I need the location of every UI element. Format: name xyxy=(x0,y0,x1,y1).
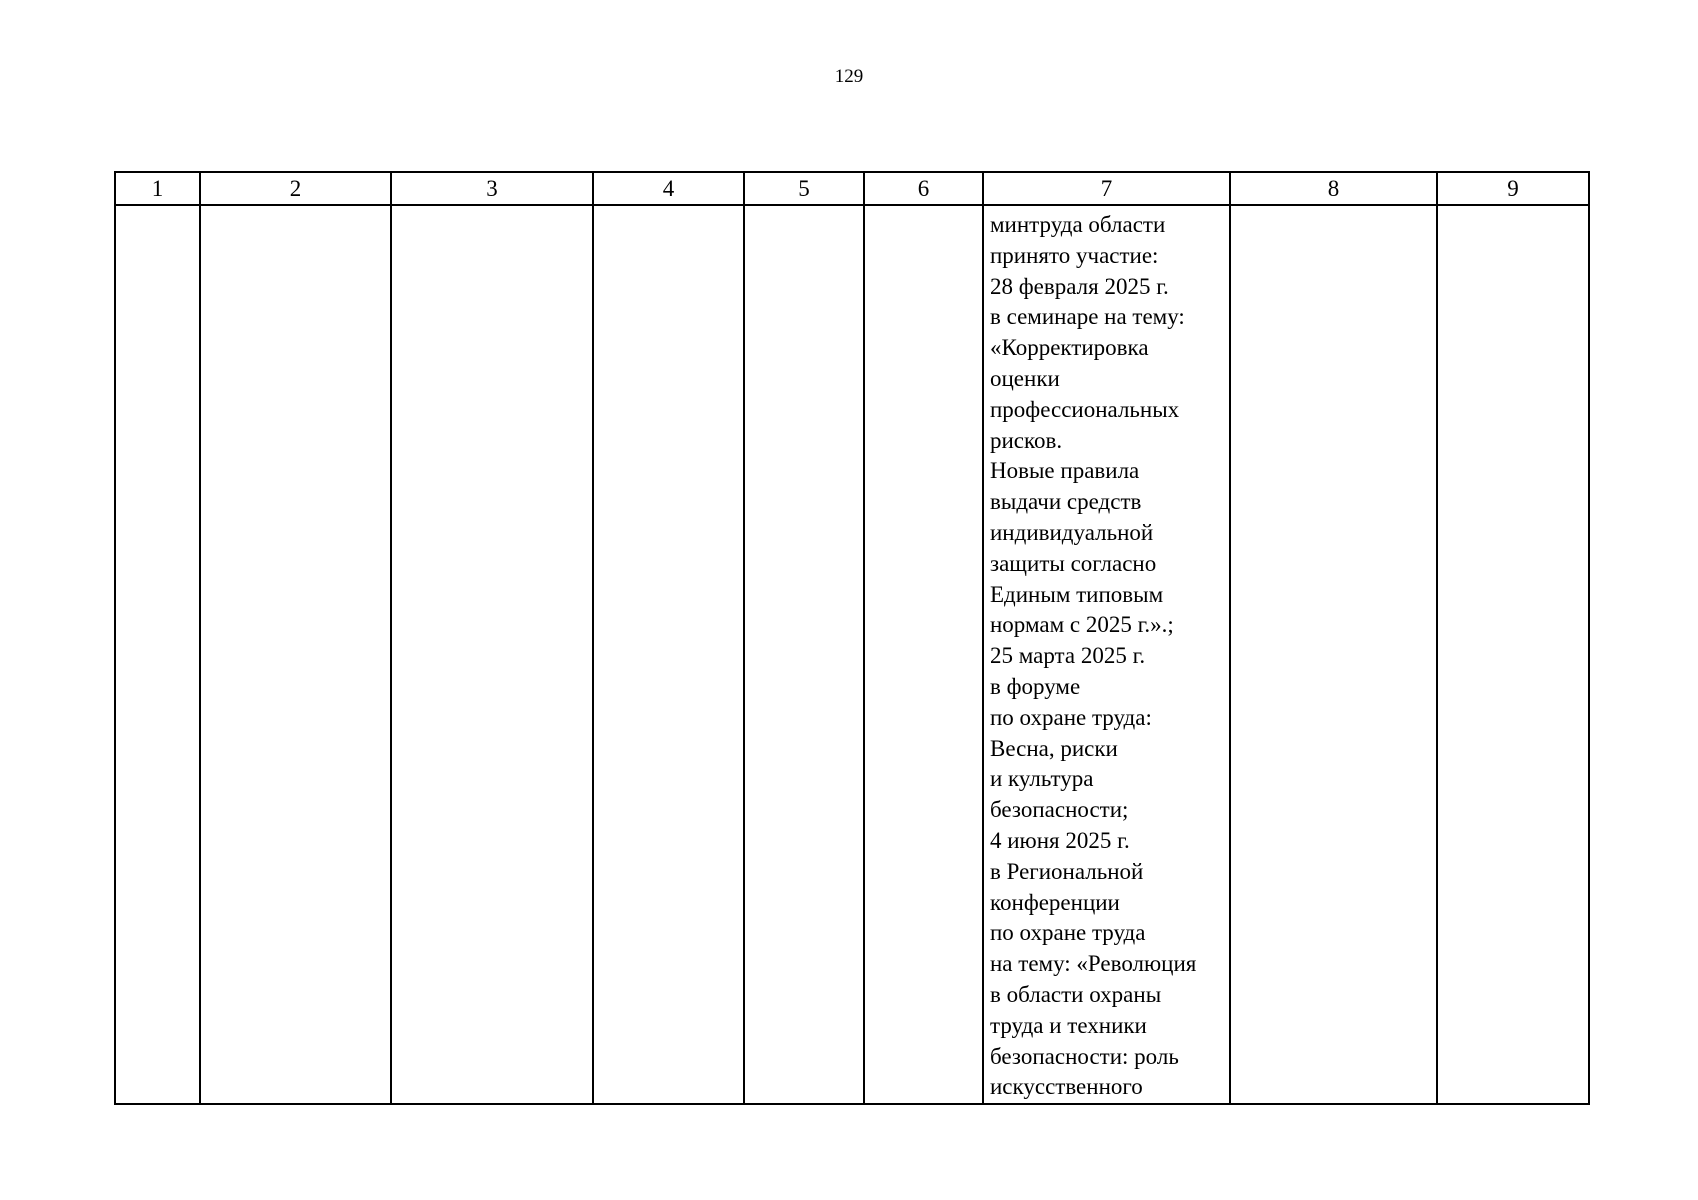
cell-text-line: «Корректировка xyxy=(990,335,1149,361)
column-header-2: 2 xyxy=(200,172,391,205)
cell-col-7 xyxy=(983,205,1230,1104)
cell-col-8 xyxy=(1230,205,1437,1104)
cell-text-line: профессиональных xyxy=(990,396,1180,422)
cell-text-line: по охране труда: xyxy=(990,704,1152,730)
cell-col-4 xyxy=(593,205,744,1104)
cell-text-line: Новые правила xyxy=(990,458,1140,484)
cell-text-line: на тему: «Революция xyxy=(990,951,1197,977)
cell-text-line: и культура xyxy=(990,766,1094,792)
cell-text-line: 4 июня 2025 г. xyxy=(990,827,1130,853)
cell-col-1 xyxy=(115,205,200,1104)
cell-text-line: в области охраны xyxy=(990,981,1162,1007)
cell-col-5 xyxy=(744,205,864,1104)
column-header-1: 1 xyxy=(115,172,200,205)
cell-text-line: труда и техники xyxy=(990,1012,1147,1038)
cell-col-3 xyxy=(391,205,593,1104)
column-header-9: 9 xyxy=(1437,172,1589,205)
cell-text-line: нормам с 2025 г.».; xyxy=(990,612,1174,638)
cell-text-line: Весна, риски xyxy=(990,735,1118,761)
cell-col-2 xyxy=(200,205,391,1104)
cell-text-line: безопасности: роль xyxy=(990,1043,1179,1069)
cell-text-line: безопасности; xyxy=(990,797,1129,823)
cell-col-7-text xyxy=(984,206,1229,1103)
cell-text-line: индивидуальной xyxy=(990,519,1154,545)
cell-text-line: конференции xyxy=(990,889,1120,915)
column-header-8: 8 xyxy=(1230,172,1437,205)
cell-col-9 xyxy=(1437,205,1589,1104)
cell-text-line: выдачи средств xyxy=(990,489,1142,515)
header-row xyxy=(115,172,1589,205)
column-header-4: 4 xyxy=(593,172,744,205)
cell-text-line: оценки xyxy=(990,365,1060,391)
column-header-6: 6 xyxy=(864,172,983,205)
cell-text-line: в Региональной xyxy=(990,858,1144,884)
cell-col-6 xyxy=(864,205,983,1104)
page-number: 129 xyxy=(834,66,864,87)
column-header-5: 5 xyxy=(744,172,864,205)
table-row xyxy=(115,205,1589,1104)
cell-text-line: искусственного xyxy=(990,1074,1143,1100)
column-header-7: 7 xyxy=(983,172,1230,205)
cell-text-line: 25 марта 2025 г. xyxy=(990,643,1146,669)
cell-text-line: по охране труда xyxy=(990,920,1146,946)
column-header-3: 3 xyxy=(391,172,593,205)
cell-text-line: принято участие: xyxy=(990,242,1159,268)
cell-text-line: в форуме xyxy=(990,673,1081,699)
cell-text-line: Единым типовым xyxy=(990,581,1164,607)
data-table xyxy=(114,171,1590,1105)
cell-text-line: 28 февраля 2025 г. xyxy=(990,273,1169,299)
cell-text-line: минтруда области xyxy=(990,212,1166,237)
cell-text-line: рисков. xyxy=(990,427,1063,453)
cell-text-line: защиты согласно xyxy=(990,550,1157,576)
cell-text-line: в семинаре на тему: xyxy=(990,304,1185,330)
